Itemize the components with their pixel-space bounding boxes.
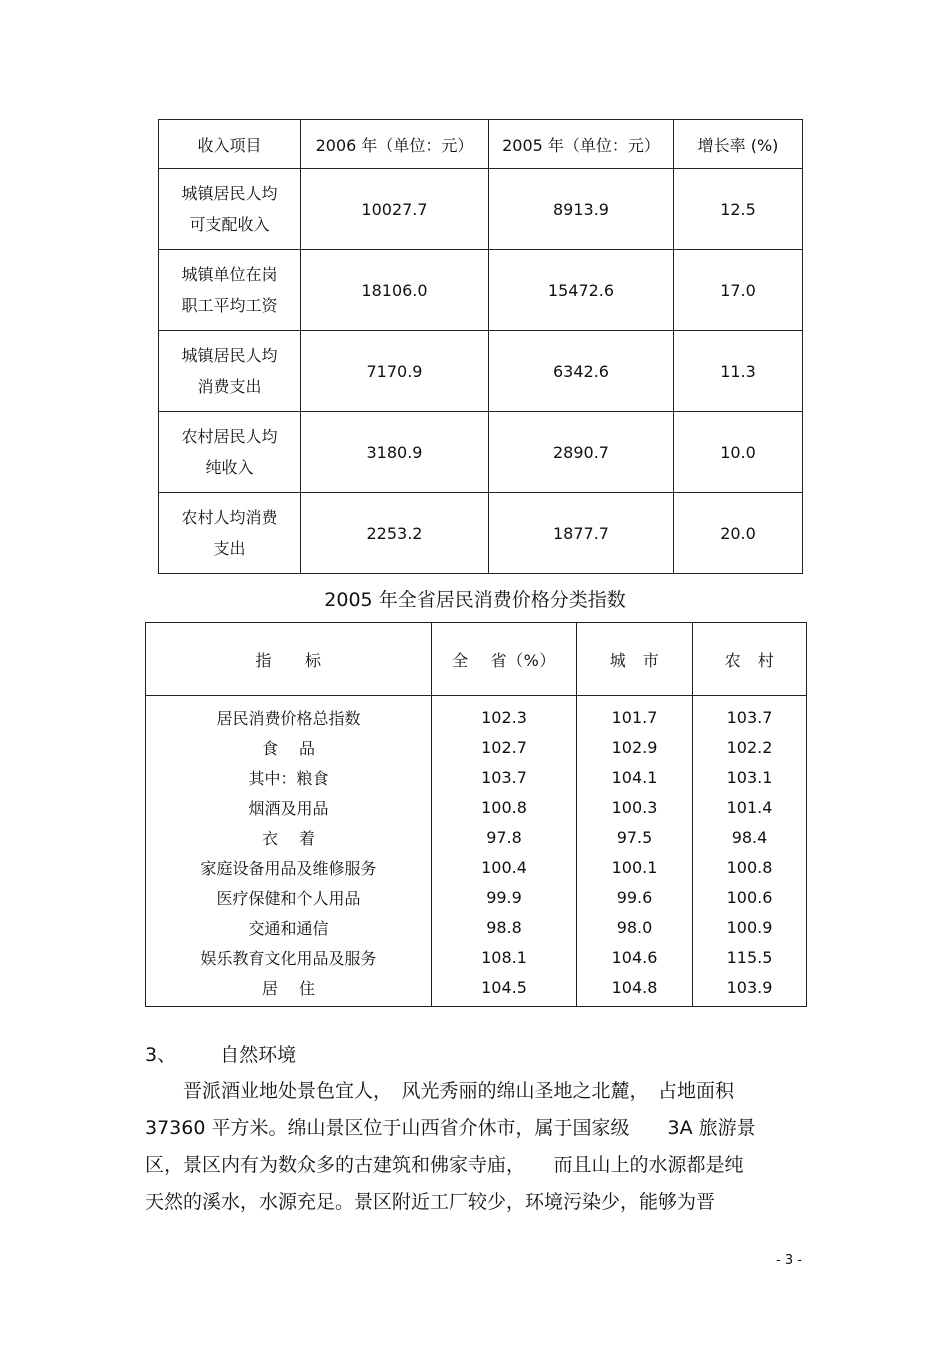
table-row [146,732,807,762]
paragraph-line: 天然的溪水，水源充足。景区附近工厂较少，环境污染少，能够为晋 [145,1191,716,1213]
income-table [158,119,803,574]
value-2006: 18106.0 [301,250,489,331]
indicator-label: 家庭设备用品及维修服务 [146,852,432,882]
rural-value: 103.7 [693,696,807,733]
indicator-label: 烟酒及用品 [146,792,432,822]
indicator-label: 衣 着 [146,822,432,852]
value-2005: 15472.6 [489,250,674,331]
paragraph-line: 晋派酒业地处景色宜人， 风光秀丽的绵山圣地之北麓， 占地面积 [145,1080,735,1102]
province-value: 100.4 [432,852,577,882]
province-value: 103.7 [432,762,577,792]
province-value: 108.1 [432,942,577,972]
city-value: 99.6 [577,882,693,912]
income-item-cell: 城镇居民人均 消费支出 [159,331,301,412]
growth-rate: 12.5 [674,169,803,250]
indicator-label: 交通和通信 [146,912,432,942]
section-heading [145,1040,296,1067]
city-value: 100.3 [577,792,693,822]
income-item-cell: 农村居民人均 纯收入 [159,412,301,493]
table-row [146,822,807,852]
header-income-item: 收入项目 [159,120,301,169]
header-city: 城 市 [577,623,693,696]
income-item-cell: 城镇单位在岗 职工平均工资 [159,250,301,331]
body-paragraph [145,1073,805,1221]
section-title: 自然环境 [220,1044,297,1066]
table-row [159,493,803,574]
rural-value: 103.1 [693,762,807,792]
income-item-cell: 农村人均消费 支出 [159,493,301,574]
table-row [159,331,803,412]
growth-rate: 11.3 [674,331,803,412]
city-value: 100.1 [577,852,693,882]
section-number: 3、 [145,1044,177,1066]
rural-value: 102.2 [693,732,807,762]
header-growth: 增长率 (%) [674,120,803,169]
growth-rate: 10.0 [674,412,803,493]
price-index-table [145,622,807,1007]
rural-value: 103.9 [693,972,807,1007]
province-value: 98.8 [432,912,577,942]
value-2006: 10027.7 [301,169,489,250]
table-row [146,696,807,733]
table-row [159,169,803,250]
rural-value: 100.9 [693,912,807,942]
header-rural: 农 村 [693,623,807,696]
city-value: 104.8 [577,972,693,1007]
rural-value: 98.4 [693,822,807,852]
price-index-table-header [146,623,807,696]
province-value: 97.8 [432,822,577,852]
value-2005: 2890.7 [489,412,674,493]
table-row [146,942,807,972]
value-2006: 7170.9 [301,331,489,412]
indicator-label: 其中：粮食 [146,762,432,792]
value-2005: 1877.7 [489,493,674,574]
table-row [146,882,807,912]
province-value: 104.5 [432,972,577,1007]
city-value: 101.7 [577,696,693,733]
province-value: 100.8 [432,792,577,822]
growth-rate: 17.0 [674,250,803,331]
table-row [146,762,807,792]
province-value: 102.7 [432,732,577,762]
price-index-table-title: 2005 年全省居民消费价格分类指数 [324,589,626,611]
city-value: 104.6 [577,942,693,972]
table-row [146,852,807,882]
indicator-label: 娱乐教育文化用品及服务 [146,942,432,972]
table-row [146,912,807,942]
city-value: 102.9 [577,732,693,762]
indicator-label: 居 住 [146,972,432,1007]
growth-rate: 20.0 [674,493,803,574]
city-value: 104.1 [577,762,693,792]
table-row [146,972,807,1007]
table-row [159,250,803,331]
province-value: 99.9 [432,882,577,912]
city-value: 98.0 [577,912,693,942]
value-2005: 6342.6 [489,331,674,412]
paragraph-line: 37360 平方米。绵山景区位于山西省介休市，属于国家级 3A 旅游景 [145,1117,756,1139]
province-value: 102.3 [432,696,577,733]
table-row [146,792,807,822]
income-table-header [159,120,803,169]
city-value: 97.5 [577,822,693,852]
rural-value: 115.5 [693,942,807,972]
indicator-label: 居民消费价格总指数 [146,696,432,733]
indicator-label: 医疗保健和个人用品 [146,882,432,912]
income-item-cell: 城镇居民人均 可支配收入 [159,169,301,250]
value-2006: 3180.9 [301,412,489,493]
table-row [159,412,803,493]
value-2006: 2253.2 [301,493,489,574]
header-province: 全 省（%） [432,623,577,696]
value-2005: 8913.9 [489,169,674,250]
page-number: - 3 - [776,1253,802,1268]
indicator-label: 食 品 [146,732,432,762]
header-2006: 2006 年（单位：元） [301,120,489,169]
header-indicator: 指 标 [146,623,432,696]
paragraph-line: 区，景区内有为数众多的古建筑和佛家寺庙， 而且山上的水源都是纯 [145,1154,744,1176]
rural-value: 100.8 [693,852,807,882]
header-2005: 2005 年（单位：元） [489,120,674,169]
rural-value: 101.4 [693,792,807,822]
rural-value: 100.6 [693,882,807,912]
